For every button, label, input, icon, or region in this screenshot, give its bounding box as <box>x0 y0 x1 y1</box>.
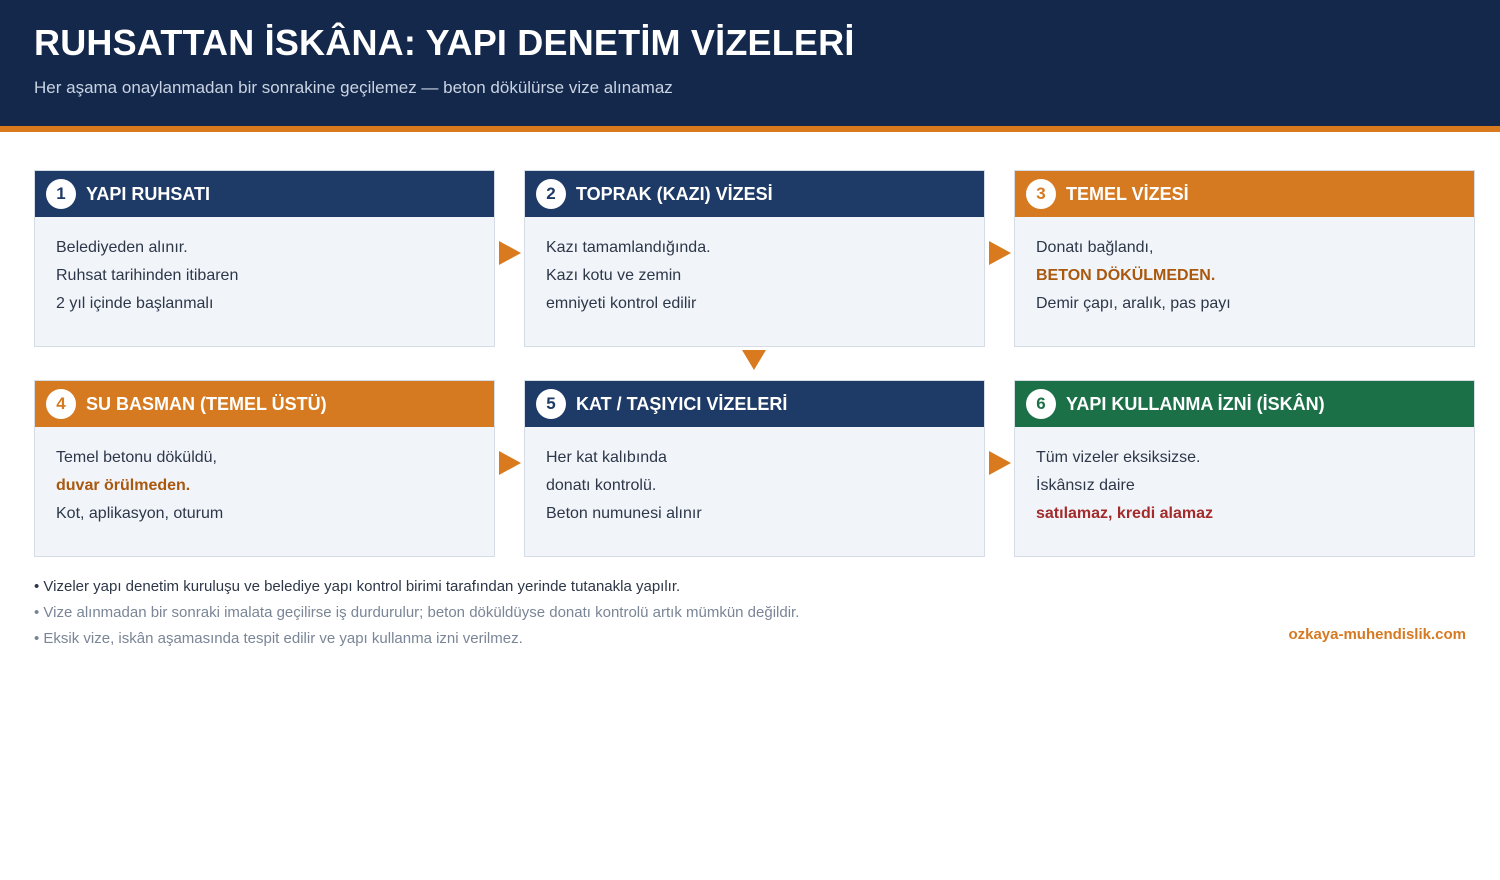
step-line: emniyeti kontrol edilir <box>546 295 697 312</box>
step-line: Her kat kalıbında <box>546 449 667 466</box>
footnote-item: • Vizeler yapı denetim kuruluşu ve belediye yapı kontrol birimi tarafından yerinde tutanakla yapılır. <box>34 578 681 595</box>
step-line: Kazı tamamlandığında. <box>546 239 711 256</box>
step-line: Kot, aplikasyon, oturum <box>56 505 224 522</box>
step-card-2 <box>524 170 985 347</box>
arrow-right-icon <box>989 241 1011 265</box>
page-title: RUHSATTAN İSKÂNA: YAPI DENETİM VİZELERİ <box>34 22 855 63</box>
step-line: Belediyeden alınır. <box>56 239 188 256</box>
step-number-badge: 2 <box>536 179 566 209</box>
step-header-1 <box>35 171 494 217</box>
step-line-highlight: duvar örülmeden. <box>56 477 191 494</box>
arrow-right-icon <box>499 241 521 265</box>
step-number-badge: 6 <box>1026 389 1056 419</box>
step-line: donatı kontrolü. <box>546 477 657 494</box>
step-line: Beton numunesi alınır <box>546 505 702 522</box>
step-number-badge: 3 <box>1026 179 1056 209</box>
arrow-down-icon <box>742 350 766 370</box>
step-title: TEMEL VİZESİ <box>1066 183 1189 204</box>
step-title: YAPI KULLANMA İZNİ (İSKÂN) <box>1066 393 1325 414</box>
step-header-5 <box>525 381 984 427</box>
step-line: Temel betonu döküldü, <box>56 449 217 466</box>
step-card-4 <box>34 380 495 557</box>
footnote-item: • Vize alınmadan bir sonraki imalata geçilirse iş durdurulur; beton döküldüyse donatı kontrolü artık mümkün değildir. <box>34 604 800 621</box>
step-line: Ruhsat tarihinden itibaren <box>56 267 239 284</box>
step-card-1 <box>34 170 495 347</box>
step-header-4 <box>35 381 494 427</box>
step-number-badge: 1 <box>46 179 76 209</box>
step-header-2 <box>525 171 984 217</box>
step-body <box>35 217 494 318</box>
header-banner <box>0 0 1500 126</box>
step-header-3 <box>1015 171 1474 217</box>
step-card-6 <box>1014 380 1475 557</box>
step-line: Demir çapı, aralık, pas payı <box>1036 295 1231 312</box>
step-title: SU BASMAN (TEMEL ÜSTÜ) <box>86 393 327 414</box>
step-number-badge: 5 <box>536 389 566 419</box>
step-line: İskânsız daire <box>1036 477 1135 494</box>
brand-link[interactable]: ozkaya-muhendislik.com <box>1288 626 1466 643</box>
step-line: Tüm vizeler eksiksizse. <box>1036 449 1201 466</box>
step-title: KAT / TAŞIYICI VİZELERİ <box>576 393 788 414</box>
step-card-5 <box>524 380 985 557</box>
footnotes <box>34 574 799 652</box>
footnote-item: • Eksik vize, iskân aşamasında tespit edilir ve yapı kullanma izni verilmez. <box>34 630 523 647</box>
step-line: Donatı bağlandı, <box>1036 239 1154 256</box>
step-body <box>1015 217 1474 318</box>
header-accent-bar <box>0 126 1500 132</box>
step-line-highlight: BETON DÖKÜLMEDEN. <box>1036 267 1216 284</box>
step-body <box>1015 427 1474 528</box>
step-body <box>35 427 494 528</box>
step-line: 2 yıl içinde başlanmalı <box>56 295 214 312</box>
arrow-right-icon <box>989 451 1011 475</box>
step-body <box>525 217 984 318</box>
step-line-warning: satılamaz, kredi alamaz <box>1036 505 1213 522</box>
step-number-badge: 4 <box>46 389 76 419</box>
page-subtitle: Her aşama onaylanmadan bir sonrakine geçilemez — beton dökülürse vize alınamaz <box>34 78 673 97</box>
step-title: TOPRAK (KAZI) VİZESİ <box>576 183 773 204</box>
step-line: Kazı kotu ve zemin <box>546 267 682 284</box>
step-title: YAPI RUHSATI <box>86 183 211 204</box>
step-header-6 <box>1015 381 1474 427</box>
arrow-right-icon <box>499 451 521 475</box>
step-body <box>525 427 984 528</box>
step-card-3 <box>1014 170 1475 347</box>
